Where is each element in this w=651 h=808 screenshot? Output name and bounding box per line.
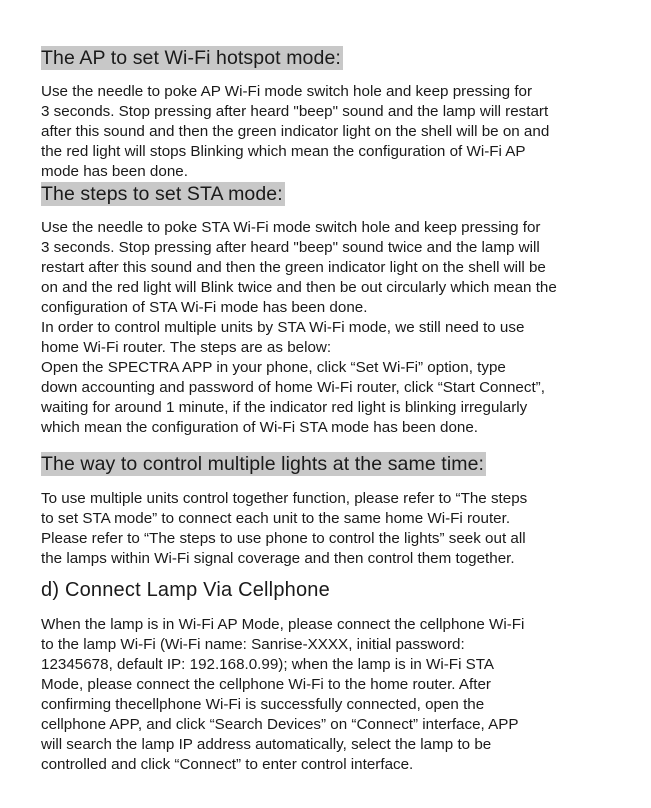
text-line: mode has been done. [41,163,188,180]
text-line: configuration of STA Wi-Fi mode has been done. [41,299,368,316]
text-line: Mode, please connect the cellphone Wi-Fi to the home router. After [41,676,491,693]
text-line: Open the SPECTRA APP in your phone, click “Set Wi-Fi” option, type [41,359,506,376]
paragraph-connect-cellphone [41,615,617,775]
text-line: to set STA mode” to connect each unit to the same home Wi-Fi router. [41,510,511,527]
text-line: which mean the configuration of Wi-Fi STA mode has been done. [41,419,479,436]
text-line: Use the needle to poke AP Wi-Fi mode switch hole and keep pressing for [41,83,533,100]
text-line: restart after this sound and then the green indicator light on the shell will be [41,259,546,276]
text-line: the lamps within Wi-Fi signal coverage and then control them together. [41,550,515,567]
text-line: down accounting and password of home Wi-Fi router, click “Start Connect”, [41,379,545,396]
text-line: confirming thecellphone Wi-Fi is successfully connected, open the [41,696,485,713]
text-line: cellphone APP, and click “Search Devices” on “Connect” interface, APP [41,716,519,733]
text-line: will search the lamp IP address automatically, select the lamp to be [41,736,492,753]
paragraph-ap-mode [41,82,617,182]
text-line: on and the red light will Blink twice and then be out circularly which mean the [41,279,557,296]
text-line: To use multiple units control together function, please refer to “The steps [41,490,528,507]
text-line: waiting for around 1 minute, if the indicator red light is blinking irregularly [41,399,528,416]
text-line: When the lamp is in Wi-Fi AP Mode, please connect the cellphone Wi-Fi [41,616,525,633]
section-heading-ap-mode: The AP to set Wi-Fi hotspot mode: [41,47,341,69]
paragraph-multiple-lights [41,489,617,569]
section-heading-sta-mode: The steps to set STA mode: [41,183,283,205]
text-line: 3 seconds. Stop pressing after heard "beep" sound twice and the lamp will [41,239,540,256]
text-line: to the lamp Wi-Fi (Wi-Fi name: Sanrise-XXXX, initial password: [41,636,465,653]
text-line: 12345678, default IP: 192.168.0.99); when the lamp is in Wi-Fi STA [41,656,495,673]
text-line: home Wi-Fi router. The steps are as below: [41,339,332,356]
text-line: after this sound and then the green indicator light on the shell will be on and [41,123,550,140]
text-line: controlled and click “Connect” to enter control interface. [41,756,414,773]
paragraph-sta-mode [41,218,617,438]
section-heading-connect-cellphone: d) Connect Lamp Via Cellphone [41,579,330,601]
text-line: Use the needle to poke STA Wi-Fi mode switch hole and keep pressing for [41,219,541,236]
text-line: In order to control multiple units by STA Wi-Fi mode, we still need to use [41,319,525,336]
section-heading-multiple-lights: The way to control multiple lights at the same time: [41,453,485,475]
text-line: the red light will stops Blinking which mean the configuration of Wi-Fi AP [41,143,526,160]
text-line: 3 seconds. Stop pressing after heard "beep" sound and the lamp will restart [41,103,549,120]
text-line: Please refer to “The steps to use phone to control the lights” seek out all [41,530,526,547]
